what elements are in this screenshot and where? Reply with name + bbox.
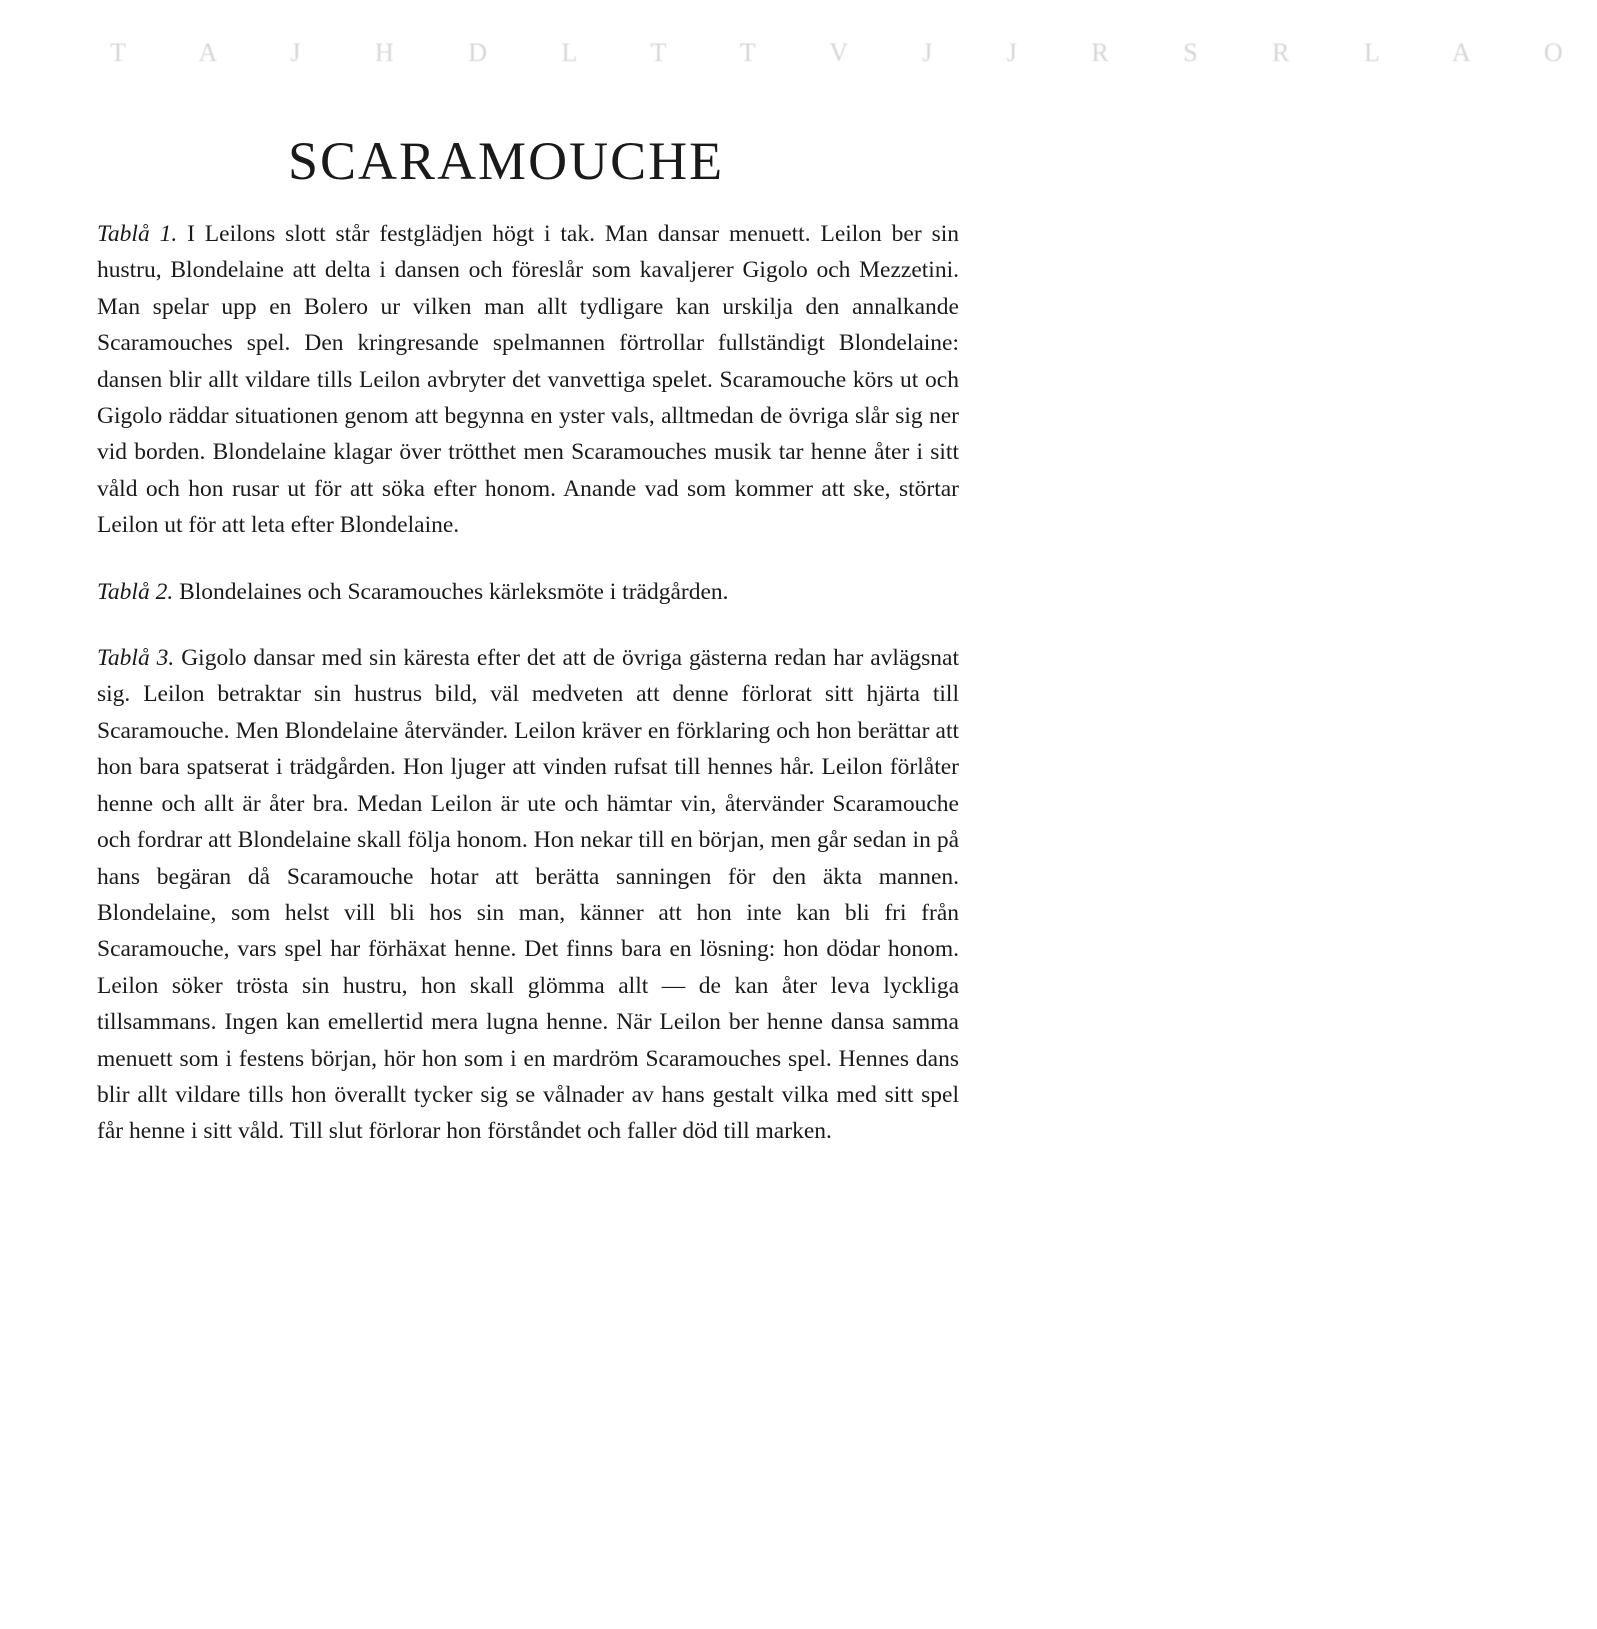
section-tabla-3 [97, 640, 959, 1150]
section-tabla-2 [97, 574, 959, 610]
section-label: Tablå 1. [97, 221, 178, 247]
page-title: SCARAMOUCHE [288, 131, 725, 191]
section-label: Tablå 3. [97, 645, 175, 672]
section-text: Blondelaines och Scaramouches kärleksmöte i trädgården. [179, 578, 729, 605]
section-text: Gigolo dansar med sin käresta efter det att de övriga gästerna redan har avlägsnat sig. Leilon betraktar sin hustrus bild, väl medveten att denne förlorat sitt hjärta till Scaramouche. Men Blondelaine återvänder. Leilon kräver en förklaring och hon berättar att hon bara spatserat i trädgården. Hon ljuger att vinden rufsat till hennes hår. Leilon förlåter henne och allt är åter bra. Medan Leilon är ute och hämtar vin, återvänder Scaramouche och fordrar att Blondelaine skall följa honom. Hon nekar till en början, men går sedan in på hans begäran då Scaramouche hotar att berätta sanningen för den äkta mannen. Blondelaine, som helst vill bli hos sin man, känner att hon inte kan bli fri från Scaramouche, vars spel har förhäxat henne. Det finns bara en lösning: hon dödar honom. Leilon söker trösta sin hustru, hon skall glömma allt — de kan åter leva lyckliga tillsammans. Ingen kan emellertid mera lugna henne. När Leilon ber henne dansa samma menuett som i festens början, hör hon som i en mardröm Scaramouches spel. Hennes dans blir allt vildare tills hon överallt tycker sig se vålnader av hans gestalt vilka med sitt spel får henne i sitt våld. Till slut förlorar hon förståndet och faller död till marken. [97, 645, 959, 1145]
section-text: I Leilons slott står festglädjen högt i tak. Man dansar menuett. Leilon ber sin hustru, Blondelaine att delta i dansen och föreslår som kavaljerer Gigolo och Mezzetini. Man spelar upp en Bolero ur vilken man allt tydligare kan urskilja den annalkande Scaramouches spel. Den kringresande spelmannen förtrollar fullständigt Blondelaine: dansen blir allt vildare tills Leilon avbryter det vanvettiga spelet. Scaramouche körs ut och Gigolo räddar situationen genom att begynna en yster vals, alltmedan de övriga slår sig ner vid borden. Blondelaine klagar över trötthet men Scaramouches musik tar henne åter i sitt våld och hon rusar ut för att söka efter honom. Anande vad som kommer att ske, störtar Leilon ut för att leta efter Blondelaine. [97, 221, 959, 539]
synopsis-body [97, 216, 959, 1150]
section-tabla-1 [97, 216, 959, 544]
section-label: Tablå 2. [97, 578, 174, 605]
bleed-through-text: T A J H D L T T V J J R S R L A O [110, 38, 1597, 67]
